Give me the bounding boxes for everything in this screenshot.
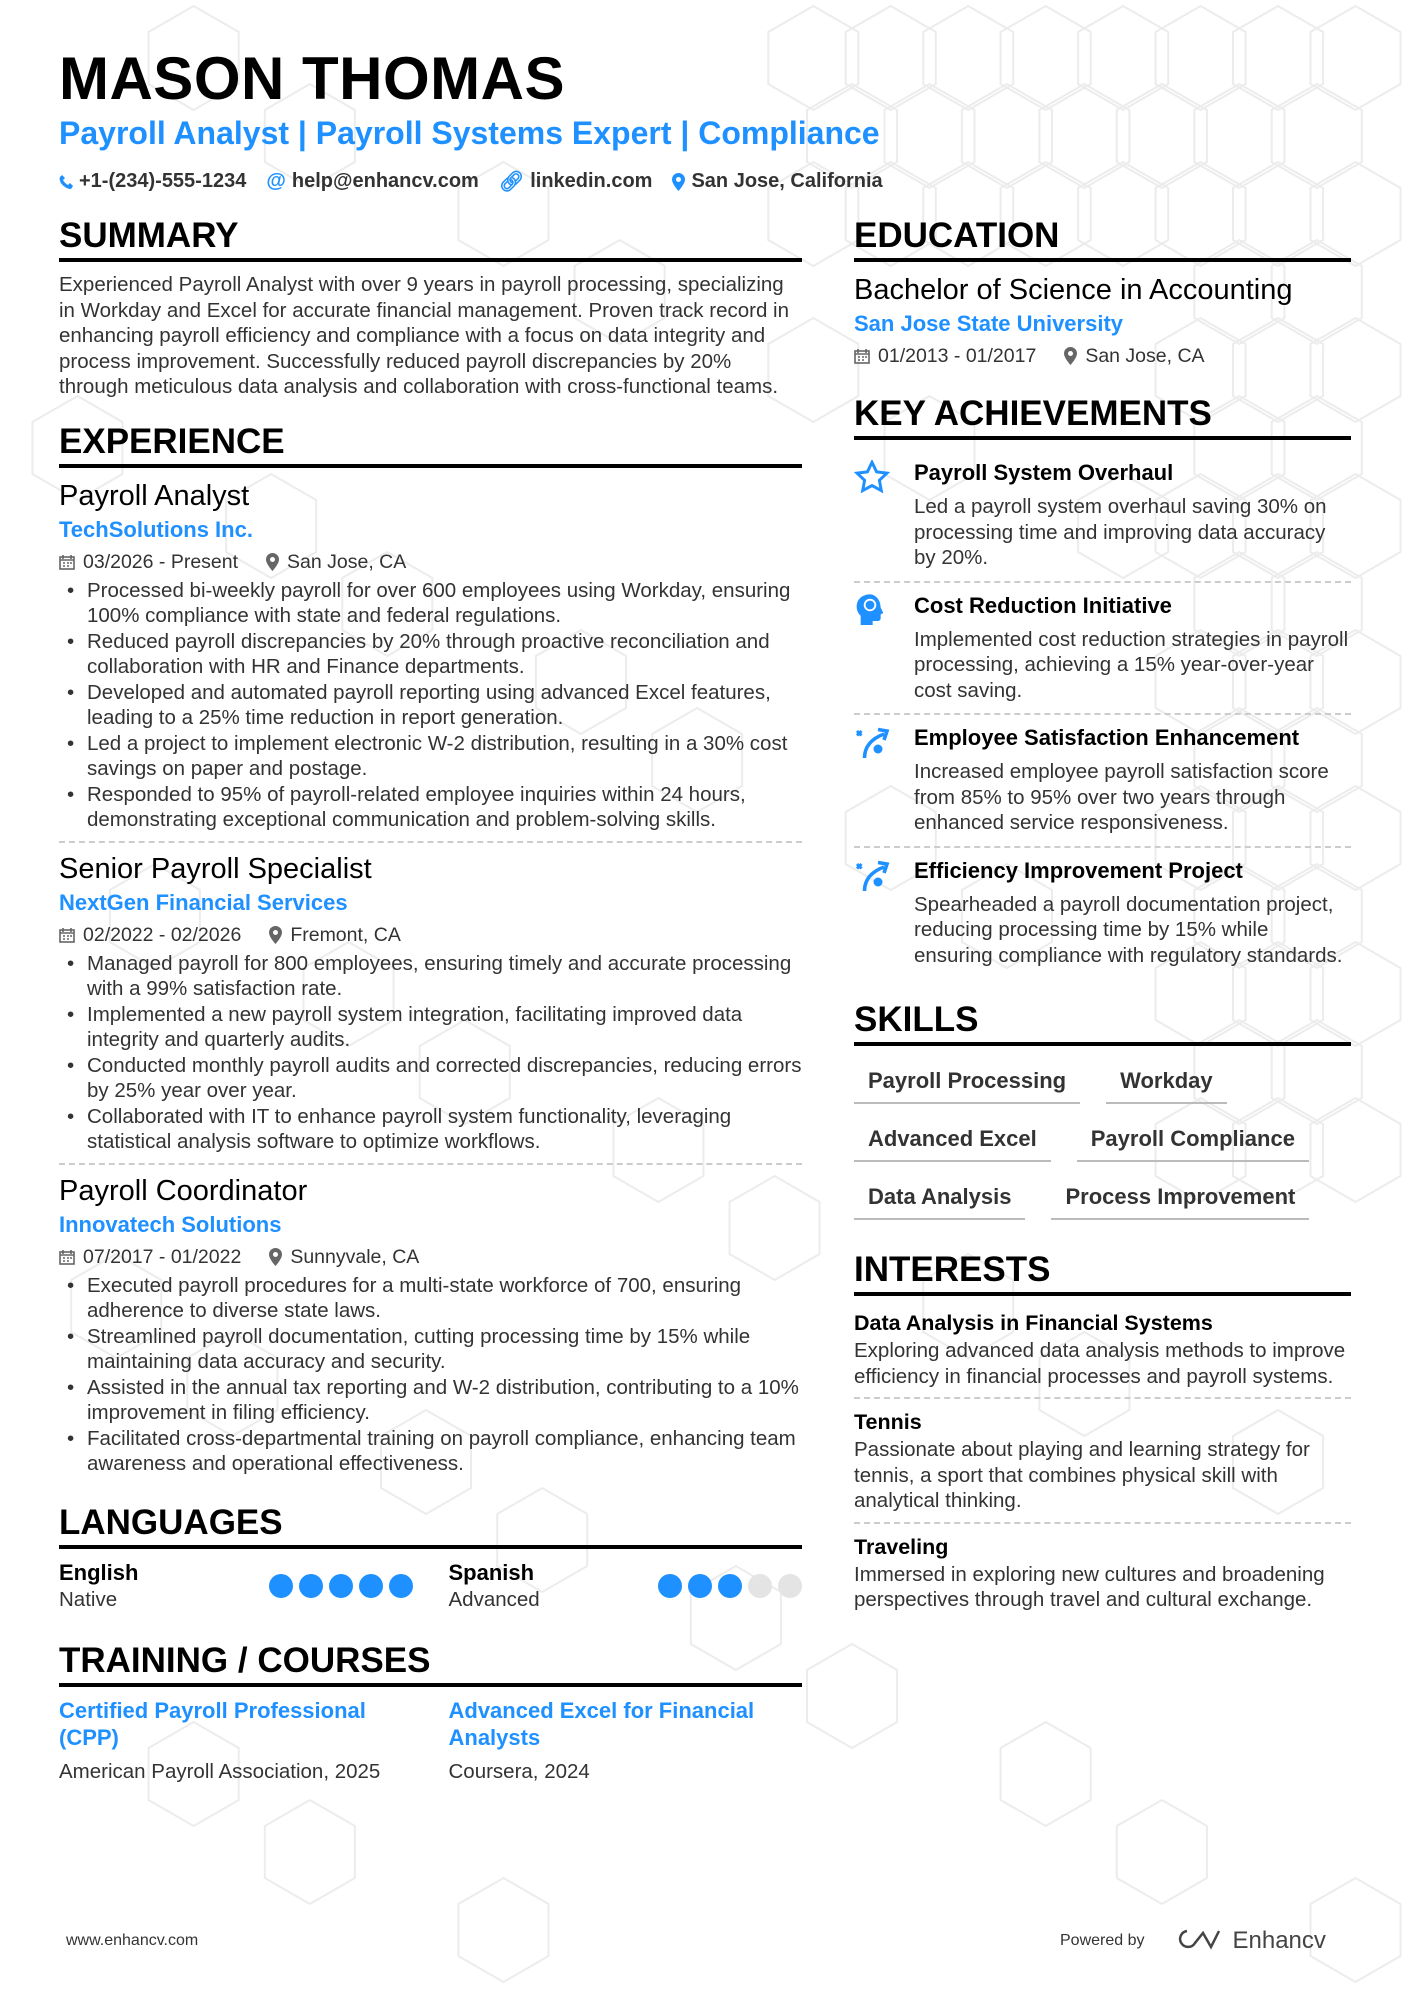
location-item [672,170,882,193]
achievement-list [854,450,1351,978]
hexagon-shape [1117,84,1207,188]
bullet-item: • Streamlined payroll documentation, cutting processing time by 15% while maintaining data accuracy and security. [59,1324,802,1375]
at-icon: @ [266,170,286,192]
language-item [449,1559,803,1613]
strategy-icon [854,723,900,836]
interest-title: Data Analysis in Financial Systems [854,1311,1213,1335]
rating-dot [389,1574,413,1598]
job-bullets [59,1273,802,1477]
language-text [59,1559,138,1613]
skill-tag: Payroll Processing [854,1062,1080,1104]
strategy-icon [854,856,900,969]
education-dates: 01/2013 - 01/2017 [878,345,1037,367]
interest-list [854,1306,1351,1621]
phone-icon [59,174,73,190]
achievement-body [914,458,1351,571]
education-section [854,216,1351,372]
language-item [59,1559,413,1613]
rating-dot [359,1574,383,1598]
skill-tag: Process Improvement [1051,1178,1309,1220]
interest-title: Traveling [854,1534,949,1559]
right-column [854,216,1351,1643]
rating-dot [299,1574,323,1598]
hexagon-shape [846,6,936,110]
achievements-heading: KEY ACHIEVEMENTS [854,394,1351,440]
job-bullets [59,578,802,833]
experience-heading: EXPERIENCE [59,422,802,468]
achievement-item [854,450,1351,583]
bullet-item: • Conducted monthly payroll audits and corrected discrepancies, reducing errors by 25% year over year. [59,1053,802,1104]
rating-dot [778,1574,802,1598]
job-location: San Jose, CA [287,550,407,573]
hexagon-shape [1272,84,1362,188]
job-meta [59,1241,802,1273]
job-dates: 03/2026 - Present [83,550,239,573]
divider [59,841,802,843]
skills-section [854,1000,1351,1220]
footer-branding [1060,1927,1326,1955]
hexagon-shape [768,6,858,110]
bullet-item: • Assisted in the annual tax reporting and W-2 distribution, contributing to a 10% improvement in filing efficiency. [59,1375,802,1426]
email-item [266,170,478,193]
summary-heading: SUMMARY [59,216,802,262]
phone-item [59,170,246,193]
bullet-item: • Collaborated with IT to enhance payroll system functionality, leveraging statistical analysis software to optimize workflows. [59,1104,802,1155]
company-name: TechSolutions Inc. [59,516,253,542]
bullet-item: • Processed bi-weekly payroll for over 600 employees using Workday, ensuring 100% compliance with state and federal regulations. [59,578,802,629]
bullet-item: • Developed and automated payroll reporting using advanced Excel features, leading to a 25% time reduction in report generation. [59,680,802,731]
job-location: Sunnyvale, CA [290,1245,420,1268]
training-section [59,1641,802,1785]
location-pin-icon [672,173,685,191]
interest-text: Passionate about playing and learning strategy for tennis, a sport that combines physical skill with analytical thinking. [854,1438,1310,1512]
bullet-item: • Implemented a new payroll system integration, facilitating improved data integrity and quarterly audits. [59,1002,802,1053]
footer-website[interactable]: www.enhancv.com [66,1932,199,1949]
language-rating [269,1574,413,1598]
job-dates-wrap [59,919,241,951]
calendar-icon [59,554,75,570]
bullet-item: • Executed payroll procedures for a multi-state workforce of 700, ensuring adherence to diverse state laws. [59,1273,802,1324]
language-text [449,1559,540,1613]
divider [59,1163,802,1165]
course-title[interactable]: Advanced Excel for Financial Analysts [448,1697,755,1750]
bullet-item: • Reduced payroll discrepancies by 20% through proactive reconciliation and collaboration with HR and Finance departments. [59,629,802,680]
rating-dot [269,1574,293,1598]
job-location-wrap [266,546,406,578]
education-location: San Jose, CA [1085,345,1205,367]
achievement-text: Led a payroll system overhaul saving 30% on processing time and improving data accuracy by 20%. [914,495,1327,569]
job-dates: 02/2022 - 02/2026 [83,923,242,946]
course-source: American Payroll Association, 2025 [59,1759,381,1783]
enhancv-logo-text: Enhancv [1232,1927,1326,1954]
calendar-icon [59,1249,75,1265]
bullet-item: • Managed payroll for 800 employees, ensuring timely and accurate processing with a 99% satisfaction rate. [59,951,802,1002]
hexagon-shape [1233,6,1323,110]
linkedin-item [499,169,653,194]
enhancv-logo-icon [1175,1928,1221,1955]
rating-dot [688,1574,712,1598]
job-bullets [59,951,802,1155]
location-pin-icon [269,1248,282,1266]
skill-tag: Workday [1106,1062,1227,1104]
rating-dot [658,1574,682,1598]
language-list [59,1559,802,1613]
interest-text: Immersed in exploring new cultures and broadening perspectives through travel and cultural exchange. [854,1562,1325,1611]
job-title: Senior Payroll Specialist [59,852,372,885]
rating-dot [329,1574,353,1598]
linkedin-link[interactable]: linkedin.com [530,170,653,192]
rating-dot [748,1574,772,1598]
skill-list [854,1056,1351,1220]
job-dates: 07/2017 - 01/2022 [83,1245,242,1268]
left-column [59,216,802,1807]
hexagon-shape [1001,1722,1091,1826]
course-source: Coursera, 2024 [448,1759,590,1783]
language-name: English [59,1559,139,1585]
achievement-item [854,848,1351,979]
hexagon-shape [1039,84,1129,188]
email-link[interactable]: help@enhancv.com [291,170,479,192]
job-meta [59,919,802,951]
skill-tag: Advanced Excel [854,1120,1051,1162]
job-dates-wrap [59,546,238,578]
location-pin-icon [266,553,279,571]
calendar-icon [854,348,870,364]
candidate-headline: Payroll Analyst | Payroll Systems Expert | Compliance [59,115,880,151]
achievement-text: Spearheaded a payroll documentation project, reducing processing time by 15% while ensuring compliance with regulatory standards. [914,892,1343,967]
bullet-item: • Facilitated cross-departmental training on payroll compliance, enhancing team awareness and operational effectiveness. [59,1426,802,1477]
course-item [449,1697,803,1785]
powered-by-text: Powered by [1060,1932,1145,1949]
hexagon-shape [1311,6,1401,110]
company-name: NextGen Financial Services [59,889,348,915]
education-meta [854,340,1351,372]
bullet-item: • Responded to 95% of payroll-related employee inquiries within 24 hours, demonstrating exceptional communication and problem-solving skills. [59,782,802,833]
calendar-icon [59,927,75,943]
interest-item [854,1530,1351,1621]
hexagon-shape [962,84,1052,188]
achievements-section [854,394,1351,978]
achievement-title: Payroll System Overhaul [914,460,1174,485]
course-item [59,1697,413,1785]
hexagon-shape [885,84,975,188]
link-icon: 🔗︎ [498,171,525,193]
language-level: Advanced [448,1587,540,1611]
languages-section [59,1503,802,1613]
job-location-wrap [269,919,401,951]
job-meta [59,546,802,578]
interest-title: Tennis [854,1410,922,1434]
hexagon-shape [1156,6,1246,110]
achievement-item [854,583,1351,716]
achievement-text: Increased employee payroll satisfaction score from 85% to 95% over two years through enhanced service responsiveness. [914,760,1329,834]
course-title[interactable]: Certified Payroll Professional (CPP) [59,1697,366,1750]
skill-tag: Data Analysis [854,1178,1025,1220]
job-location-wrap [269,1241,419,1273]
job-dates-wrap [59,1241,241,1273]
star-icon [854,458,900,571]
achievement-body [914,723,1351,836]
location-pin-icon [1064,347,1077,365]
course-list [59,1697,802,1785]
interests-heading: INTERESTS [854,1250,1351,1296]
achievement-item [854,715,1351,848]
hexagon-shape [807,1644,897,1748]
degree: Bachelor of Science in Accounting [854,274,1293,306]
language-rating [658,1574,802,1598]
hexagon-shape [458,1878,548,1982]
head-icon [854,591,900,704]
job-title: Payroll Coordinator [59,1174,308,1207]
hexagon-shape [265,1800,355,1904]
company-name: Innovatech Solutions [59,1211,282,1237]
experience-section [59,422,802,1477]
hexagon-shape [1001,6,1091,110]
interest-item [854,1405,1351,1524]
location-text: San Jose, California [691,170,883,192]
hexagon-shape [1117,1800,1207,1904]
bullet-item: • Led a project to implement electronic W-2 distribution, resulting in a 30% cost savings on paper and postage. [59,731,802,782]
achievement-title: Efficiency Improvement Project [914,857,1243,883]
phone-text: +1-(234)-555-1234 [79,170,247,192]
achievement-text: Implemented cost reduction strategies in payroll processing, achieving a 15% year-over-year cost saving. [914,627,1349,702]
interests-section [854,1250,1351,1621]
hexagon-shape [1194,84,1284,188]
school: San Jose State University [854,311,1124,336]
contact-bar [59,169,883,194]
summary-section [59,216,802,400]
interest-item [854,1306,1351,1399]
education-location-wrap [1064,340,1204,372]
training-heading: TRAINING / COURSES [59,1641,802,1687]
education-dates-wrap [854,340,1036,372]
interest-text: Exploring advanced data analysis methods to improve efficiency in financial processes and payroll systems. [854,1339,1346,1388]
job-list [59,478,802,1477]
language-level: Native [59,1587,118,1611]
achievement-body [914,591,1351,704]
candidate-name: MASON THOMAS [59,45,565,112]
education-heading: EDUCATION [854,216,1351,262]
hexagon-shape [1078,6,1168,110]
job-entry [59,851,802,1155]
job-entry [59,1173,802,1477]
job-entry [59,478,802,833]
skills-heading: SKILLS [854,1000,1351,1046]
language-name: Spanish [448,1559,535,1585]
location-pin-icon [269,926,282,944]
summary-text: Experienced Payroll Analyst with over 9 years in payroll processing, specializing in Workday and Excel for accurate financial management. Proven track record in enhancing payroll efficiency and compliance with a focus on data integrity and process improvement. Successfully reduced payroll discrepancies by 20% through meticulous data analysis and collaboration with cross-functional teams. [59,273,790,398]
achievement-body [914,856,1351,969]
job-location: Fremont, CA [290,923,401,946]
languages-heading: LANGUAGES [59,1503,802,1549]
skill-tag: Payroll Compliance [1077,1120,1309,1162]
achievement-title: Cost Reduction Initiative [914,592,1172,618]
achievement-title: Employee Satisfaction Enhancement [914,725,1300,750]
hexagon-shape [923,6,1013,110]
rating-dot [718,1574,742,1598]
job-title: Payroll Analyst [59,479,250,512]
